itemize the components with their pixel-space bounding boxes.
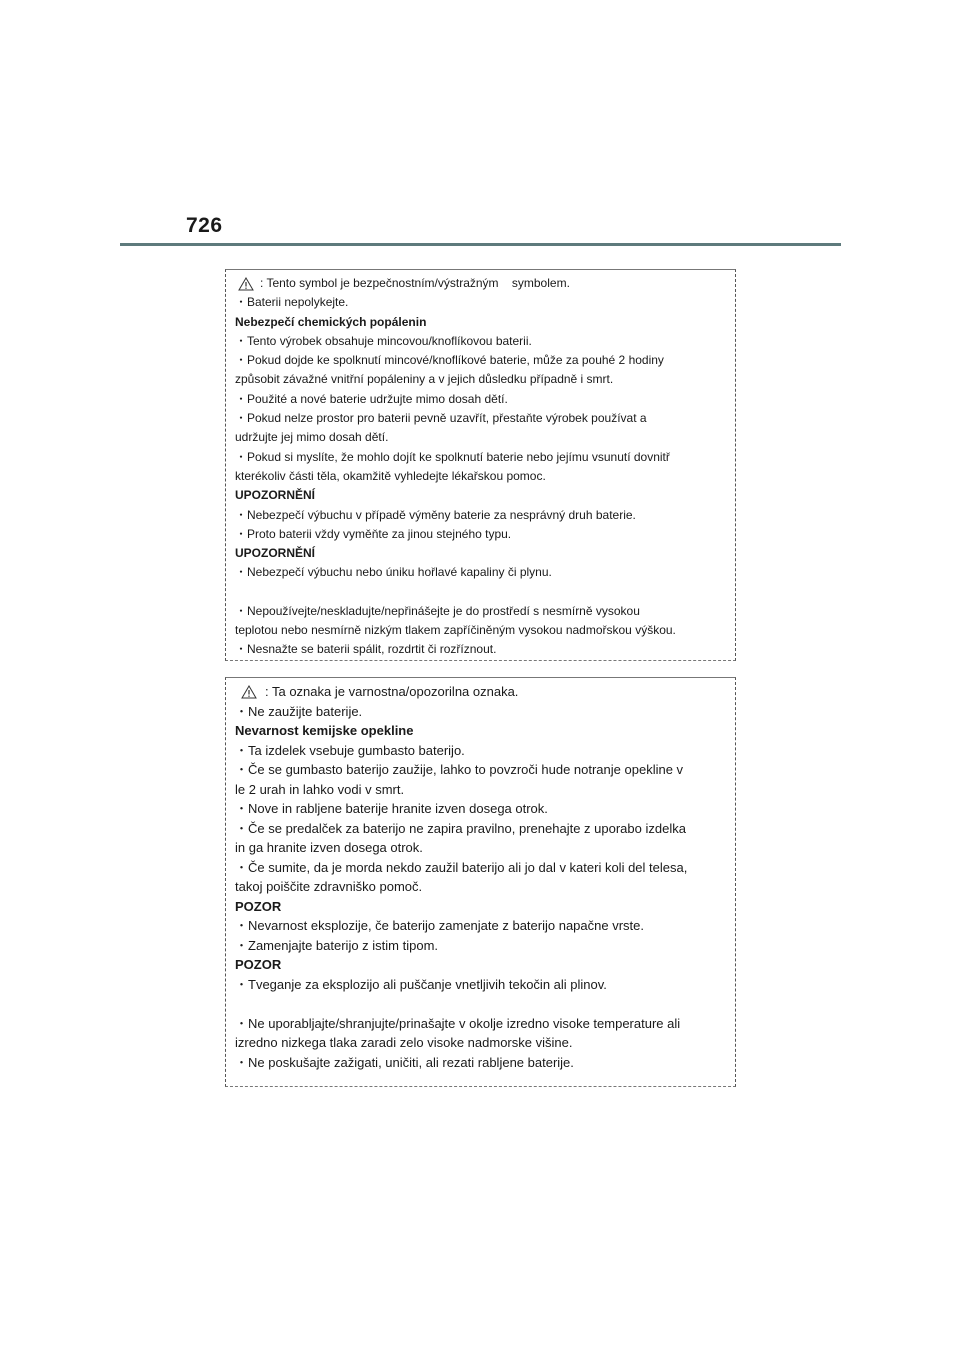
- text-line: ・Zamenjajte baterijo z istim tipom.: [235, 937, 439, 953]
- blank-line: [235, 994, 725, 1014]
- text-line: ・Ne zaužijte baterije.: [235, 703, 363, 719]
- text-line: ・Nepoužívejte/neskladujte/nepřinášejte je do prostředí s nesmírně vysokou: [235, 603, 640, 618]
- text-line: ・Ta izdelek vsebuje gumbasto baterijo.: [235, 742, 465, 758]
- warning-box-czech: [225, 269, 736, 661]
- section-heading: UPOZORNĚNÍ: [235, 546, 316, 561]
- section-heading: Nevarnost kemijske opekline: [235, 723, 414, 738]
- text-line: udržujte jej mimo dosah dětí.: [235, 430, 389, 445]
- section-heading: Nebezpečí chemických popálenin: [235, 314, 427, 329]
- symbol-note-row: [235, 274, 725, 293]
- text-line: le 2 urah in lahko vodi v smrt.: [235, 781, 405, 797]
- text-line: způsobit závažné vnitřní popáleniny a v jejich důsledku případně i smrt.: [235, 372, 614, 387]
- text-line: ・Nebezpečí výbuchu v případě výměny baterie za nesprávný druh baterie.: [235, 507, 636, 522]
- text-line: ・Proto baterii vždy vyměňte za jinou stejného typu.: [235, 526, 512, 541]
- blank-line: [235, 583, 725, 602]
- symbol-note-row: [235, 682, 725, 702]
- text-line: kterékoliv části těla, okamžitě vyhledejte lékařskou pomoc.: [235, 468, 546, 483]
- text-line: ・Pokud dojde ke spolknutí mincové/knoflíkové baterie, může za pouhé 2 hodiny: [235, 353, 664, 368]
- page-number: 726: [186, 214, 223, 237]
- czech-text-lines: [235, 293, 725, 659]
- text-line: ・Nove in rabljene baterije hranite izven dosega otrok.: [235, 801, 548, 816]
- text-line: ・Pokud nelze prostor pro baterii pevně uzavřít, přestaňte výrobek používat a: [235, 411, 647, 426]
- text-line: ・Pokud si myslíte, že mohlo dojít ke spolknutí baterie nebo jejímu vsunutí dovnitř: [235, 449, 670, 464]
- text-line: teplotou nebo nesmírně nizkým tlakem zapříčiněným vysokou nadmořskou výškou.: [235, 623, 676, 638]
- section-heading: UPOZORNĚNÍ: [235, 488, 316, 503]
- text-line: izredno nizkega tlaka zaradi zelo visoke nadmorske višine.: [235, 1035, 573, 1050]
- text-line: ・Ne uporabljajte/shranjujte/prinašajte v okolje izredno visoke temperature ali: [235, 1015, 681, 1031]
- text-line: ・Baterii nepolykejte.: [235, 295, 349, 310]
- text-line: ・Če sumite, da je morda nekdo zaužil baterijo ali jo dal v kateri koli del telesa,: [235, 859, 688, 875]
- text-line: ・Nesnažte se baterii spálit, rozdrtit či rozříznout.: [235, 642, 497, 657]
- header-rule: [120, 243, 841, 246]
- warning-box-slovenian: [225, 677, 736, 1087]
- symbol-note-text: : Ta oznaka je varnostna/opozorilna oznaka.: [265, 684, 519, 699]
- section-heading: POZOR: [235, 898, 282, 914]
- warning-triangle-icon: [238, 277, 254, 291]
- text-line: ・Nevarnost eksplozije, če baterijo zamenjate z baterijo napačne vrste.: [235, 918, 644, 933]
- text-line: ・Tento výrobek obsahuje mincovou/knoflíkovou baterii.: [235, 333, 532, 348]
- warning-triangle-icon: [241, 685, 257, 699]
- text-line: ・Ne poskušajte zažigati, uničiti, ali rezati rabljene baterije.: [235, 1054, 574, 1070]
- text-line: ・Použité a nové baterie udržujte mimo dosah dětí.: [235, 391, 508, 406]
- text-line: ・Tveganje za eksplozijo ali puščanje vnetljivih tekočin ali plinov.: [235, 976, 607, 992]
- text-line: ・Nebezpečí výbuchu nebo úniku hořlavé kapaliny či plynu.: [235, 565, 552, 580]
- text-line: ・Če se predalček za baterijo ne zapira pravilno, prenehajte z uporabo izdelka: [235, 820, 686, 836]
- text-line: in ga hranite izven dosega otrok.: [235, 840, 423, 855]
- slovenian-text-lines: [235, 702, 725, 1073]
- symbol-note-text: : Tento symbol je bezpečnostním/výstražným symbolem.: [260, 276, 570, 290]
- section-heading: POZOR: [235, 957, 282, 972]
- text-line: takoj poiščite zdravniško pomoč.: [235, 879, 423, 894]
- text-line: ・Če se gumbasto baterijo zaužije, lahko to povzroči hude notranje opekline v: [235, 762, 684, 777]
